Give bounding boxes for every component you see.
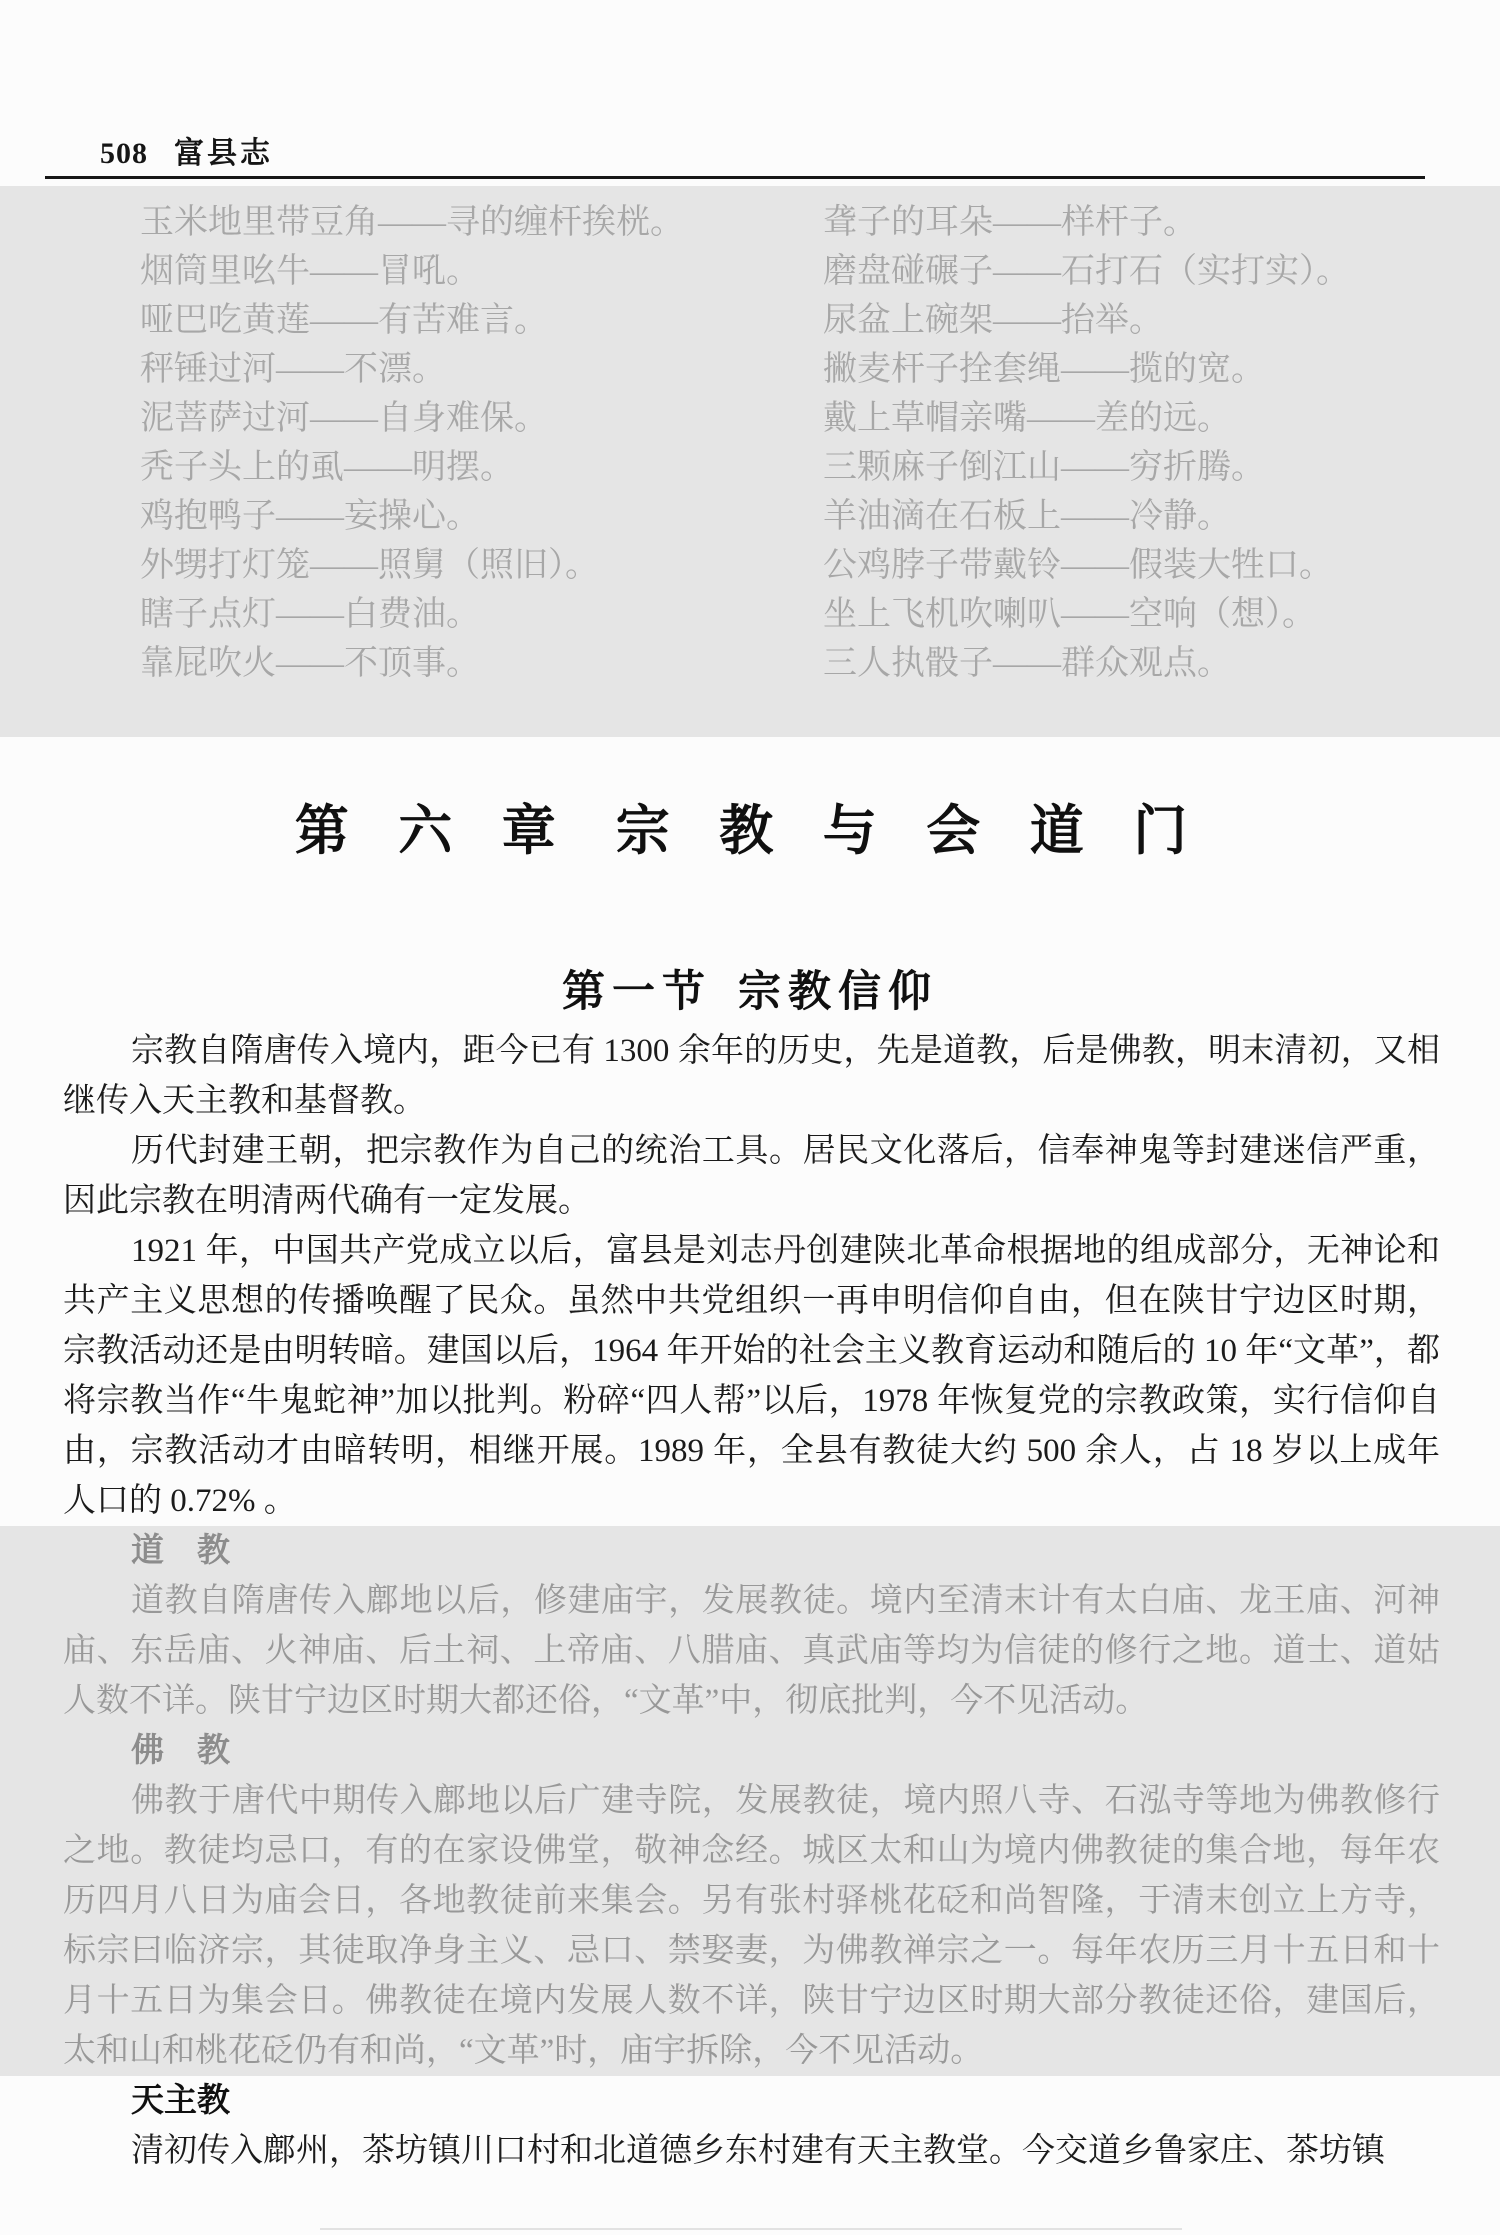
saying-line: 哑巴吃黄莲——有苦难言。: [140, 302, 548, 339]
saying-line: 泥菩萨过河——自身难保。: [140, 400, 548, 437]
running-header: [100, 128, 273, 172]
saying-line: 鸡抱鸭子——妄操心。: [140, 498, 480, 535]
buddhism-heading: 佛 教: [131, 1733, 230, 1769]
daoism-heading: 道 教: [131, 1533, 230, 1569]
catholicism-paragraph: 清初传入鄜州，茶坊镇川口村和北道德乡东村建有天主教堂。今交道乡鲁家庄、茶坊镇: [131, 2133, 1385, 2169]
daoism-paragraph: 道教自隋唐传入鄜地以后，修建庙宇，发展教徒。境内至清末计有太白庙、龙王庙、河神庙、东岳庙、火神庙、后土祠、上帝庙、八腊庙、真武庙等均为信徒的修行之地。道士、道姑人数不详。陕甘宁边区时期大都还俗，“文革”中，彻底批判，今不见活动。: [63, 1583, 1440, 1719]
saying-line: 瞎子点灯——白费油。: [140, 596, 480, 633]
saying-line: 公鸡脖子带戴铃——假装大牲口。: [823, 547, 1333, 584]
saying-line: 坐上飞机吹喇叭——空响（想）。: [823, 596, 1316, 633]
saying-line: 玉米地里带豆角——寻的缠杆挨桄。: [140, 204, 684, 241]
saying-line: 戴上草帽亲嘴——差的远。: [823, 400, 1231, 437]
saying-line: 撇麦杆子拴套绳——揽的宽。: [823, 351, 1265, 388]
catholicism-heading: 天主教: [131, 2083, 230, 2119]
section-title: [0, 958, 1500, 1019]
saying-line: 烟筒里吆牛——冒吼。: [140, 253, 480, 290]
page-number: 508: [100, 137, 148, 170]
chapter-label: 第 六 章: [294, 801, 574, 862]
saying-line: 秤锤过河——不漂。: [140, 351, 446, 388]
saying-line: 三颗麻子倒江山——穷折腾。: [823, 449, 1265, 486]
sayings-right-column: [823, 198, 1350, 688]
saying-line: 靠屁吹火——不顶事。: [140, 645, 480, 682]
body-text: [0, 1026, 1500, 2176]
sayings-left-column: [140, 198, 684, 688]
chapter-name: 宗 教 与 会 道 门: [615, 801, 1206, 862]
buddhism-paragraph: 佛教于唐代中期传入鄜地以后广建寺院，发展教徒，境内照八寺、石泓寺等地为佛教修行之地。教徒均忌口，有的在家设佛堂，敬神念经。城区太和山为境内佛教徒的集合地，每年农历四月八日为庙会日，各地教徒前来集会。另有张村驿桃花砭和尚智隆，于清末创立上方寺，标宗曰临济宗，其徒取净身主义、忌口、禁娶妻，为佛教禅宗之一。每年农历三月十五日和十月十五日为集会日。佛教徒在境内发展人数不详，陕甘宁边区时期大部分教徒还俗，建国后，太和山和桃花砭仍有和尚，“文革”时，庙宇拆除，今不见活动。: [63, 1783, 1440, 2069]
folk-sayings-highlight-block: [0, 186, 1500, 737]
saying-line: 外甥打灯笼——照舅（照旧）。: [140, 547, 599, 584]
section-name: 宗教信仰: [738, 968, 938, 1016]
section-label: 第一节: [562, 968, 712, 1016]
saying-line: 磨盘碰碾子——石打石（实打实）。: [823, 253, 1350, 290]
intro-paragraph-2: 历代封建王朝，把宗教作为自己的统治工具。居民文化落后，信奉神鬼等封建迷信严重，因此宗教在明清两代确有一定发展。: [63, 1133, 1440, 1219]
saying-line: 聋子的耳朵——样杆子。: [823, 204, 1197, 241]
saying-line: 秃子头上的虱——明摆。: [140, 449, 514, 486]
saying-line: 三人执骰子——群众观点。: [823, 645, 1231, 682]
bottom-faint-rule: [320, 2228, 1182, 2230]
saying-line: 尿盆上碗架——抬举。: [823, 302, 1163, 339]
daoism-buddhism-highlight-block: [0, 1526, 1500, 2076]
intro-paragraph-1: 宗教自隋唐传入境内，距今已有 1300 余年的历史，先是道教，后是佛教，明末清初，又相继传入天主教和基督教。: [63, 1033, 1440, 1119]
saying-line: 羊油滴在石板上——冷静。: [823, 498, 1231, 535]
header-rule: [45, 176, 1425, 179]
intro-paragraph-3: 1921 年，中国共产党成立以后，富县是刘志丹创建陕北革命根据地的组成部分，无神论和共产主义思想的传播唤醒了民众。虽然中共党组织一再申明信仰自由，但在陕甘宁边区时期，宗教活动还是由明转暗。建国以后，1964 年开始的社会主义教育运动和随后的 10 年“文革”，都将宗教当作“牛鬼蛇神”加以批判。粉碎“四人帮”以后，1978 年恢复党的宗教政策，实行信仰自由，宗教活动才由暗转明，相继开展。1989 年，全县有教徒大约 500 余人，占 18 岁以上成年人口的 0.72% 。: [63, 1233, 1440, 1519]
book-title: 富县志: [174, 137, 273, 170]
chapter-title: [0, 788, 1500, 865]
